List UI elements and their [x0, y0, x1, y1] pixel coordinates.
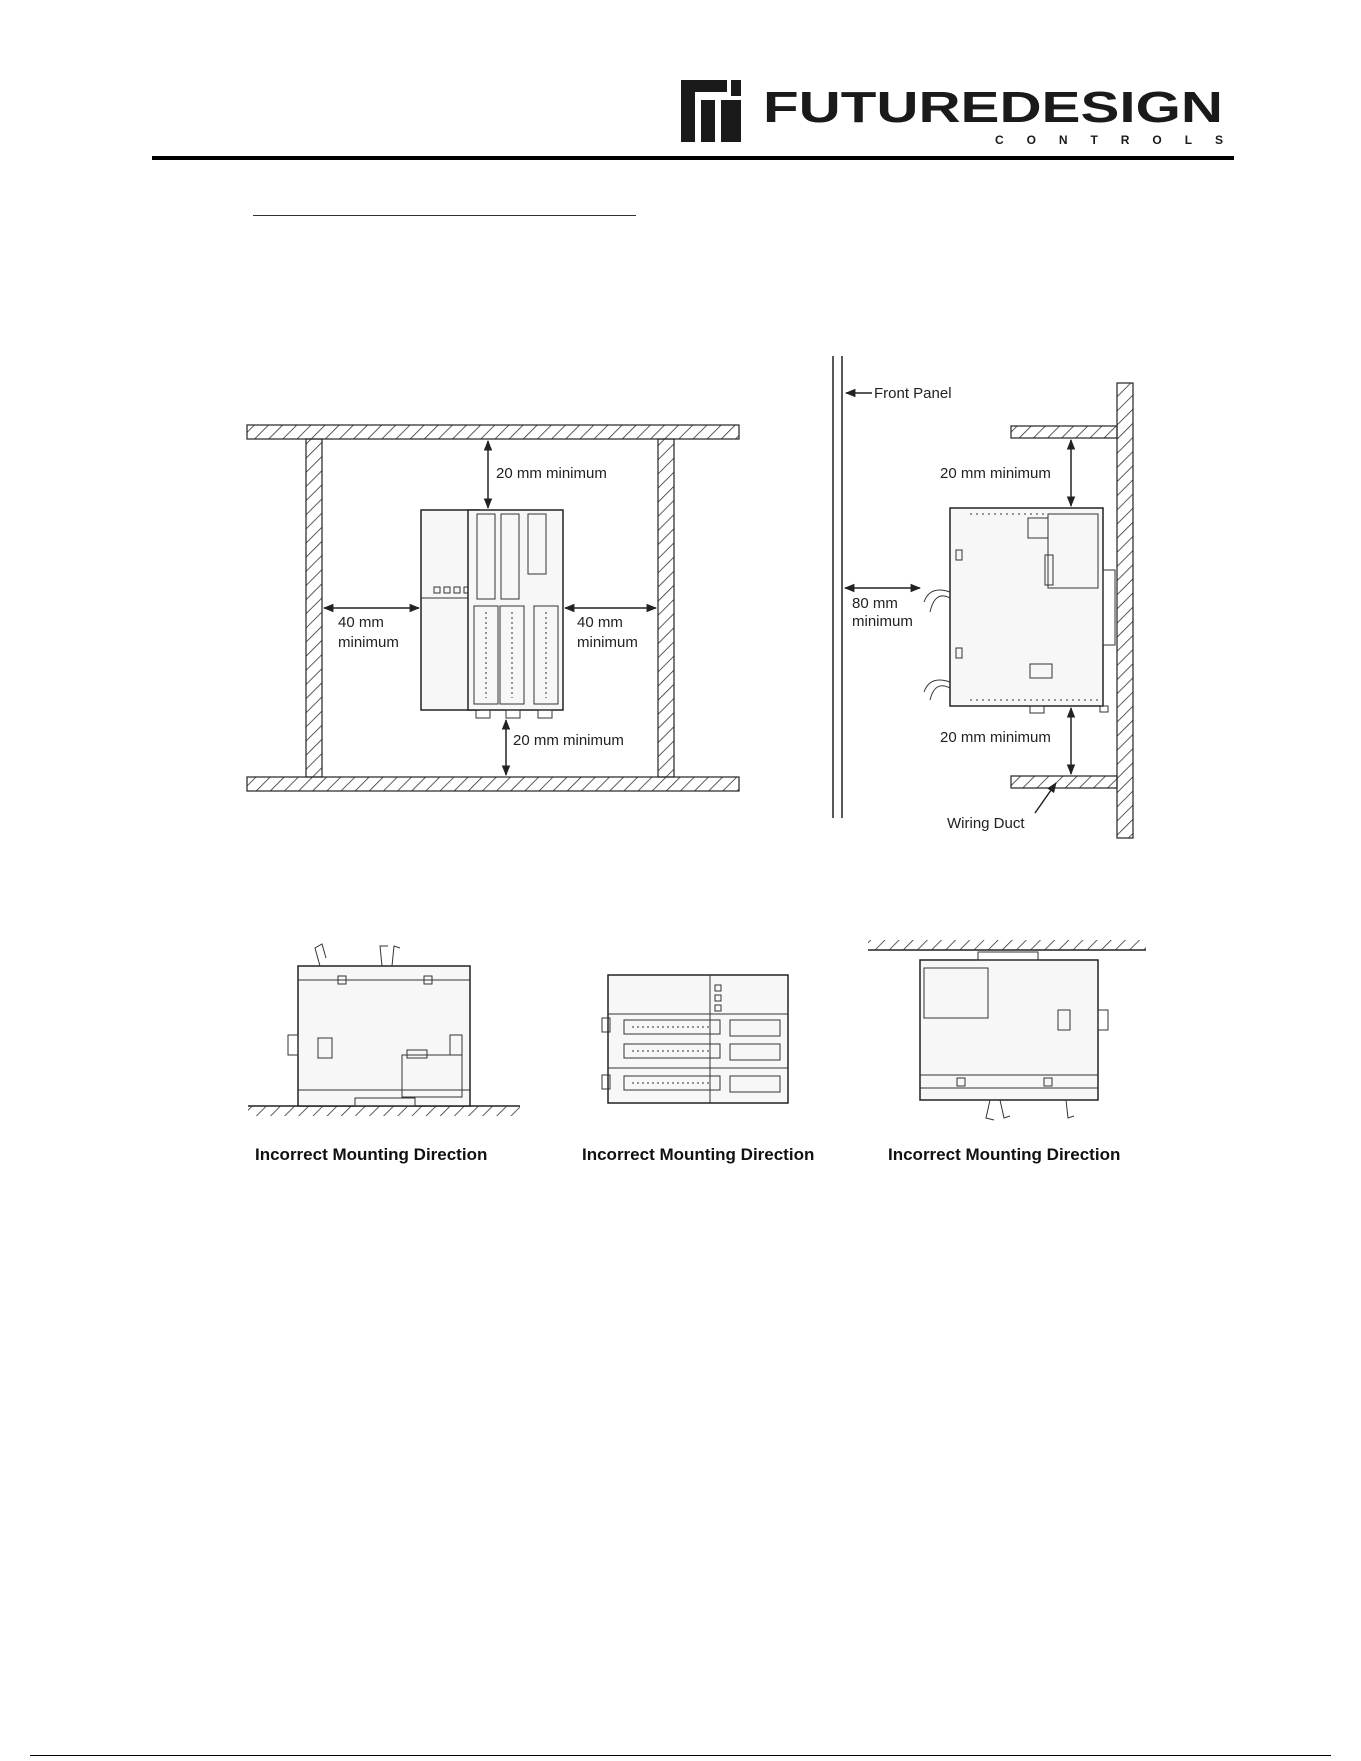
incorrect-example-2: [582, 975, 814, 1164]
back-wall: [1117, 383, 1133, 838]
right-wall: [658, 439, 674, 777]
side-top-clearance-label: 20 mm minimum: [940, 465, 1051, 482]
plc-front: [421, 510, 563, 718]
front-panel-label: Front Panel: [874, 385, 952, 402]
bottom-wall: [247, 777, 739, 791]
incorrect-caption-3: Incorrect Mounting Direction: [888, 1145, 1121, 1164]
upper-duct: [1011, 426, 1117, 438]
plc-side: [924, 508, 1115, 713]
wiring-duct: [1011, 776, 1117, 788]
side-clearance-diagram: [833, 356, 1133, 838]
front-right-clearance-label: 40 mm: [577, 614, 623, 631]
front-top-clearance-label: 20 mm minimum: [496, 465, 607, 482]
front-right-clearance-label-2: minimum: [577, 634, 638, 651]
incorrect-example-3: [868, 940, 1146, 1164]
page-bottom-rule: [30, 1755, 1331, 1756]
side-front-clearance-label: 80 mm: [852, 595, 898, 612]
incorrect-caption-2: Incorrect Mounting Direction: [582, 1145, 815, 1164]
wiring-duct-label: Wiring Duct: [947, 815, 1025, 832]
front-left-clearance-label-2: minimum: [338, 634, 399, 651]
front-bottom-clearance-label: 20 mm minimum: [513, 732, 624, 749]
front-left-clearance-label: 40 mm: [338, 614, 384, 631]
top-wall: [247, 425, 739, 439]
left-wall: [306, 439, 322, 777]
front-clearance-diagram: [247, 425, 739, 791]
side-bottom-clearance-label: 20 mm minimum: [940, 729, 1051, 746]
brand-name: FUTUREDESIGN: [763, 83, 1223, 132]
brand-subtitle: CONTROLS: [995, 133, 1223, 147]
incorrect-example-1: [248, 944, 520, 1164]
side-front-clearance-label-2: minimum: [852, 613, 913, 630]
incorrect-caption-1: Incorrect Mounting Direction: [255, 1145, 488, 1164]
